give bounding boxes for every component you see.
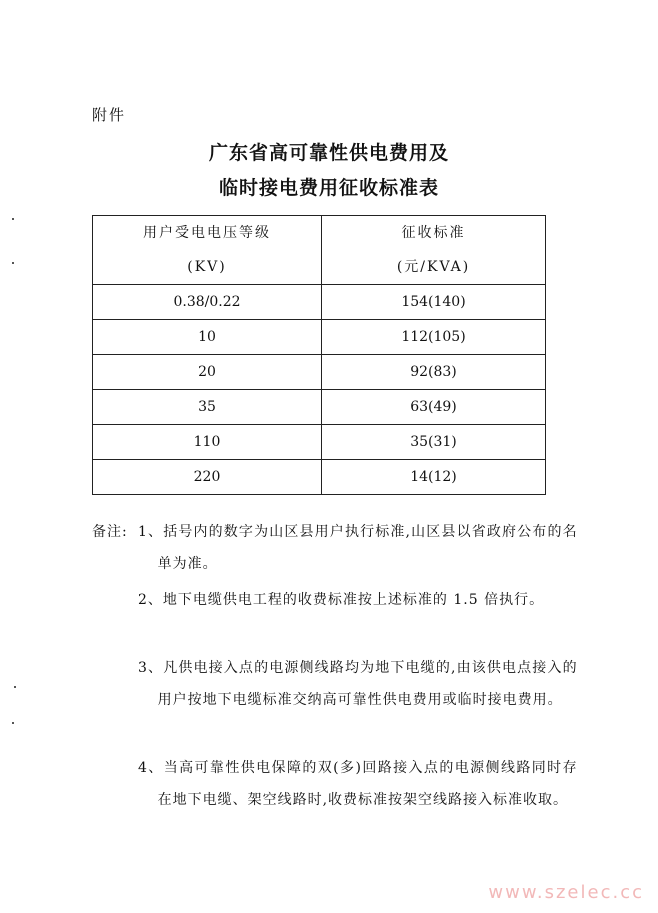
fee-cell: 154(140) bbox=[322, 285, 546, 320]
scan-speck bbox=[12, 218, 14, 220]
note-item-3: 3、凡供电接入点的电源侧线路均为地下电缆的,由该供电点接入的用户按地下电缆标准交纳高可靠性供电费用或临时接电费用。 bbox=[138, 660, 578, 708]
voltage-cell: 35 bbox=[93, 390, 322, 425]
table-row bbox=[93, 390, 546, 425]
notes-prefix: 备注: bbox=[92, 524, 128, 540]
note-item-4: 4、当高可靠性供电保障的双(多)回路接入点的电源侧线路同时存在地下电缆、架空线路时,收费标准按架空线路接入标准收取。 bbox=[138, 760, 578, 808]
scan-speck bbox=[12, 262, 14, 264]
fee-standard-table bbox=[92, 215, 546, 495]
note-item-1: 1、括号内的数字为山区县用户执行标准,山区县以省政府公布的名单为准。 bbox=[138, 524, 578, 572]
fee-cell: 63(49) bbox=[322, 390, 546, 425]
table-header-row bbox=[93, 216, 546, 285]
watermark: www.szelec.cc bbox=[488, 882, 644, 903]
header-fee-label: 征收标准 bbox=[401, 225, 466, 241]
attachment-label: 附件 bbox=[92, 106, 127, 124]
voltage-cell: 10 bbox=[93, 320, 322, 355]
table-row bbox=[93, 355, 546, 390]
voltage-cell: 0.38/0.22 bbox=[93, 285, 322, 320]
header-fee bbox=[322, 216, 546, 285]
fee-cell: 35(31) bbox=[322, 425, 546, 460]
document-title-line-1: 广东省高可靠性供电费用及 bbox=[208, 142, 449, 164]
header-voltage bbox=[93, 216, 322, 285]
fee-cell: 112(105) bbox=[322, 320, 546, 355]
voltage-cell: 110 bbox=[93, 425, 322, 460]
header-fee-unit: (元/KVA) bbox=[396, 259, 471, 275]
table-row bbox=[93, 460, 546, 495]
table-row bbox=[93, 425, 546, 460]
scan-speck bbox=[14, 686, 16, 688]
voltage-cell: 20 bbox=[93, 355, 322, 390]
scan-speck bbox=[12, 722, 14, 724]
fee-cell: 92(83) bbox=[322, 355, 546, 390]
table-row bbox=[93, 285, 546, 320]
table-row bbox=[93, 320, 546, 355]
document-title-line-2: 临时接电费用征收标准表 bbox=[218, 177, 439, 199]
fee-cell: 14(12) bbox=[322, 460, 546, 495]
header-voltage-unit: (KV) bbox=[187, 259, 227, 275]
header-voltage-label: 用户受电电压等级 bbox=[143, 225, 271, 241]
note-item-2: 2、地下电缆供电工程的收费标准按上述标准的 1.5 倍执行。 bbox=[138, 592, 545, 608]
voltage-cell: 220 bbox=[93, 460, 322, 495]
